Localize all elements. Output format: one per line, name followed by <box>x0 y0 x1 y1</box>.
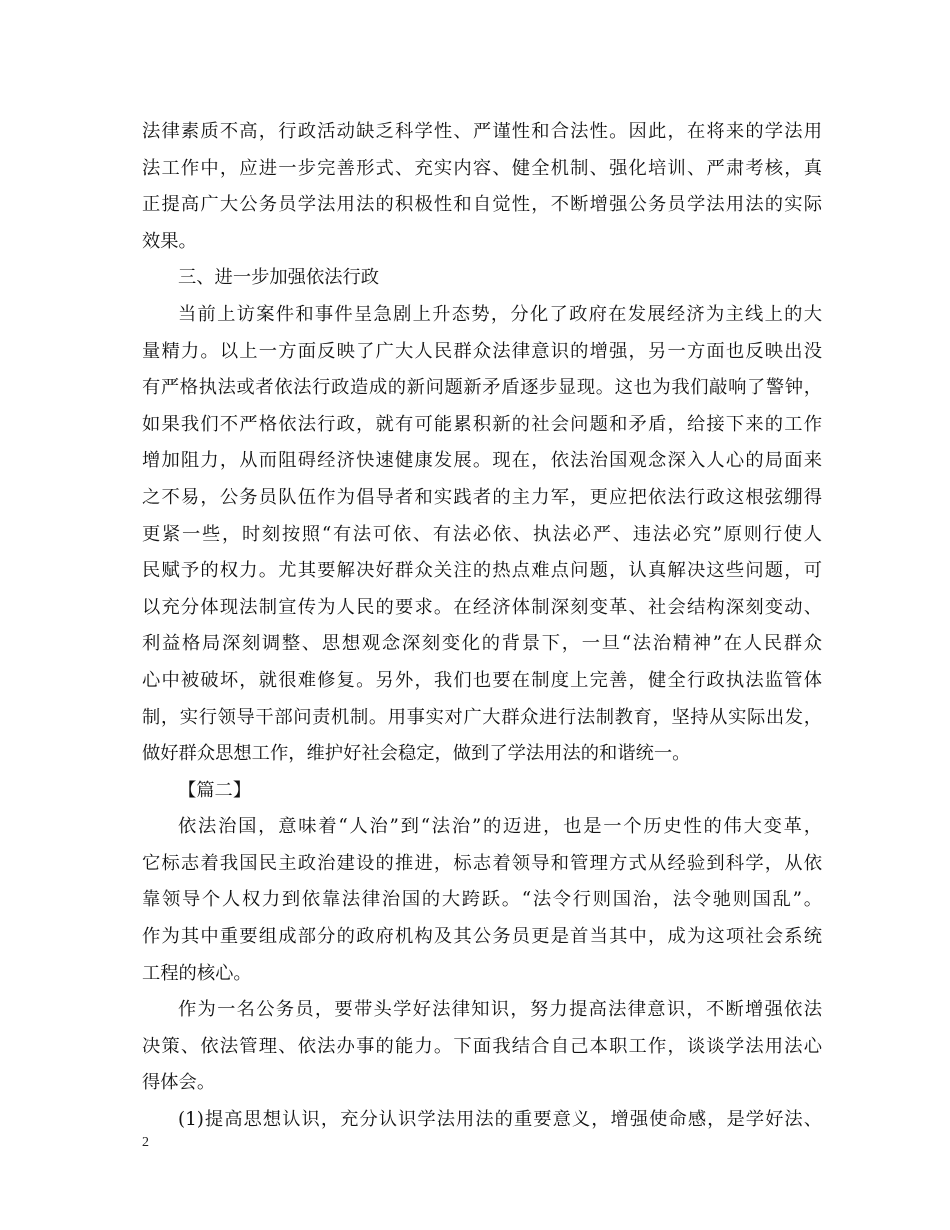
text-line: 当前上访案件和事件呈急剧上升态势，分化了政府在发展经济为主线上的大 <box>178 303 822 325</box>
body-text <box>142 114 822 1139</box>
text-line: 靠领导个人权力到依靠法律治国的大跨跃。“法令行则国治，法令驰则国乱”。 <box>142 889 822 911</box>
text-line: 效果。 <box>142 230 197 252</box>
section-heading: 【篇二】 <box>178 779 252 801</box>
text-line: 作为一名公务员，要带头学好法律知识，努力提高法律意识，不断增强依法 <box>178 999 822 1021</box>
text-line: 法工作中，应进一步完善形式、充实内容、健全机制、强化培训、严肃考核，真 <box>142 157 822 179</box>
text-line: 法律素质不高，行政活动缺乏科学性、严谨性和合法性。因此，在将来的学法用 <box>142 121 822 142</box>
text-line: 正提高广大公务员学法用法的积极性和自觉性，不断增强公务员学法用法的实际 <box>142 194 822 216</box>
text-line: 工程的核心。 <box>142 962 252 984</box>
text-line: (1)提高思想认识，充分认识学法用法的重要意义，增强使命感，是学好法、 <box>178 1109 822 1131</box>
text-line: 如果我们不严格依法行政，就有可能累积新的社会问题和矛盾，给接下来的工作 <box>142 413 822 435</box>
text-line: 以充分体现法制宣传为人民的要求。在经济体制深刻变革、社会结构深刻变动、 <box>142 596 822 618</box>
text-line: 有严格执法或者依法行政造成的新问题新矛盾逐步显现。这也为我们敲响了警钟， <box>142 377 822 399</box>
text-line: 民赋予的权力。尤其要解决好群众关注的热点难点问题，认真解决这些问题，可 <box>142 560 822 582</box>
text-line: 制，实行领导干部问责机制。用事实对广大群众进行法制教育，坚持从实际出发， <box>142 706 822 728</box>
text-line: 之不易，公务员队伍作为倡导者和实践者的主力军，更应把依法行政这根弦绷得 <box>142 486 822 508</box>
text-line: 作为其中重要组成部分的政府机构及其公务员更是首当其中，成为这项社会系统 <box>142 926 822 948</box>
text-line: 更紧一些，时刻按照“有法可依、有法必依、执法必严、违法必究”原则行使人 <box>142 523 822 545</box>
section-heading: 三、进一步加强依法行政 <box>178 267 380 289</box>
text-line: 做好群众思想工作，维护好社会稳定，做到了学法用法的和谐统一。 <box>142 743 691 765</box>
text-line: 量精力。以上一方面反映了广大人民群众法律意识的增强，另一方面也反映出没 <box>142 340 822 362</box>
text-line: 心中被破坏，就很难修复。另外，我们也要在制度上完善，健全行政执法监管体 <box>142 669 822 691</box>
text-line: 它标志着我国民主政治建设的推进，标志着领导和管理方式从经验到科学，从依 <box>142 852 822 874</box>
text-line: 决策、依法管理、依法办事的能力。下面我结合自己本职工作，谈谈学法用法心 <box>142 1035 822 1057</box>
text-line: 利益格局深刻调整、思想观念深刻变化的背景下，一旦“法治精神”在人民群众 <box>142 633 822 655</box>
text-line: 依法治国，意味着“人治”到“法治”的迈进，也是一个历史性的伟大变革， <box>178 816 822 838</box>
page-number: 2 <box>142 1135 149 1150</box>
text-line: 得体会。 <box>142 1072 216 1094</box>
text-line: 增加阻力，从而阻碍经济快速健康发展。现在，依法治国观念深入人心的局面来 <box>142 450 822 472</box>
